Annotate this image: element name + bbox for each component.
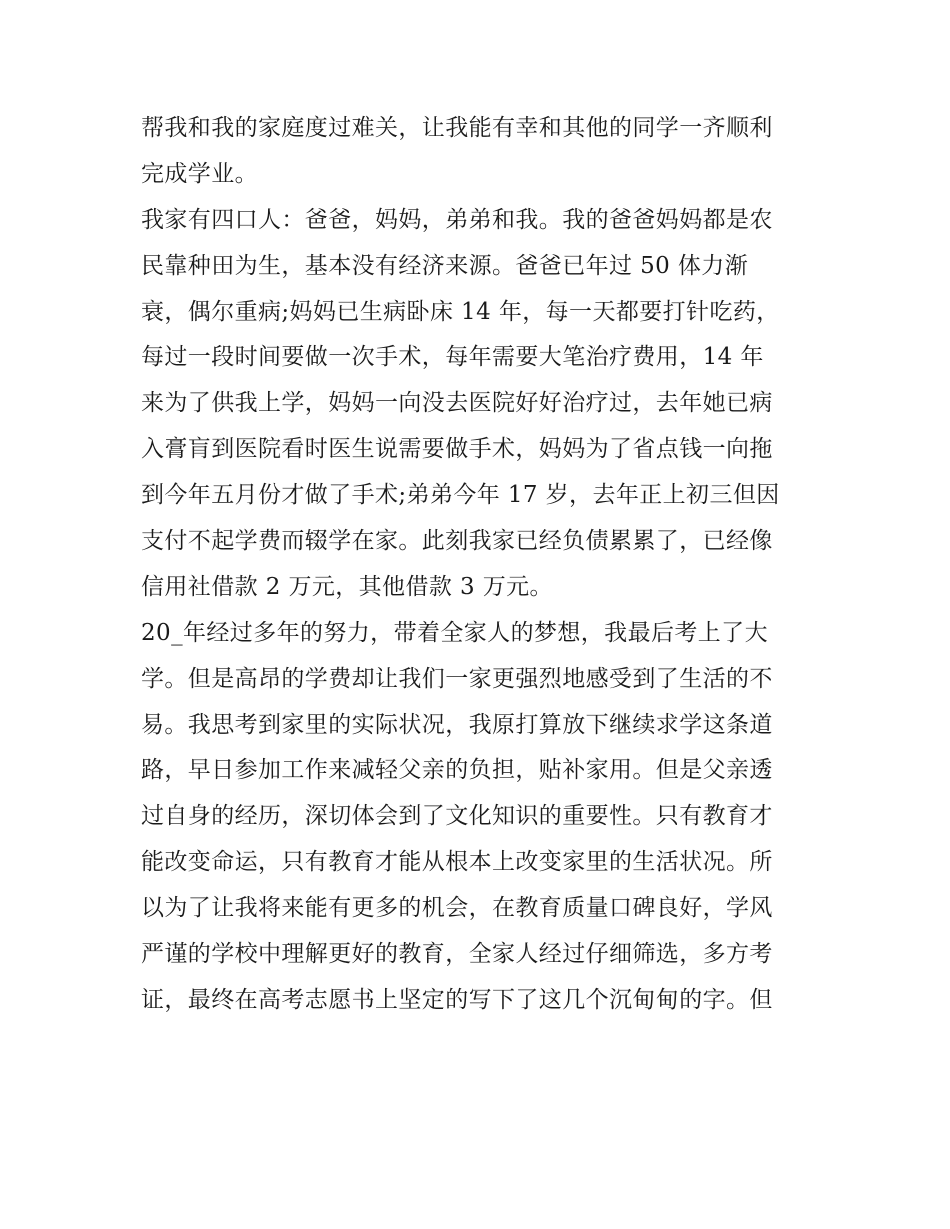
text-line: 支付不起学费而辍学在家。此刻我家已经负债累累了，已经像 xyxy=(141,528,773,555)
text-line: 过自身的经历，深切体会到了文化知识的重要性。只有教育才 xyxy=(141,803,773,830)
text-line: 入膏肓到医院看时医生说需要做手术，妈妈为了省点钱一向拖 xyxy=(141,436,773,463)
text-line: 信用社借款 2 万元，其他借款 3 万元。 xyxy=(141,573,553,600)
text-line: 来为了供我上学，妈妈一向没去医院好好治疗过，去年她已病 xyxy=(141,390,773,417)
body-text xyxy=(141,106,821,1024)
text-line: 证，最终在高考志愿书上坚定的写下了这几个沉甸甸的字。但 xyxy=(141,986,773,1013)
text-line: 我家有四口人：爸爸，妈妈，弟弟和我。我的爸爸妈妈都是农 xyxy=(141,206,773,233)
text-line: 每过一段时间要做一次手术，每年需要大笔治疗费用，14 年 xyxy=(141,344,764,371)
text-line: 帮我和我的家庭度过难关，让我能有幸和其他的同学一齐顺利 xyxy=(141,115,773,141)
text-line: 学。但是高昂的学费却让我们一家更强烈地感受到了生活的不 xyxy=(141,665,773,692)
text-line: 以为了让我将来能有更多的机会，在教育质量口碑良好，学风 xyxy=(141,895,773,922)
text-line: 能改变命运，只有教育才能从根本上改变家里的生活状况。所 xyxy=(141,849,773,876)
text-line: 严谨的学校中理解更好的教育，全家人经过仔细筛选，多方考 xyxy=(141,941,773,968)
text-line: 民靠种田为生，基本没有经济来源。爸爸已年过 50 体力渐 xyxy=(141,252,749,279)
text-line: 20_年经过多年的努力，带着全家人的梦想，我最后考上了大 xyxy=(141,619,768,646)
text-line: 易。我思考到家里的实际状况，我原打算放下继续求学这条道 xyxy=(141,711,773,738)
text-line: 衰，偶尔重病;妈妈已生病卧床 14 年，每一天都要打针吃药， xyxy=(141,298,780,325)
text-line: 路，早日参加工作来减轻父亲的负担，贴补家用。但是父亲透 xyxy=(141,757,773,784)
text-line: 到今年五月份才做了手术;弟弟今年 17 岁，去年正上初三但因 xyxy=(141,482,780,509)
text-line: 完成学业。 xyxy=(141,160,258,187)
